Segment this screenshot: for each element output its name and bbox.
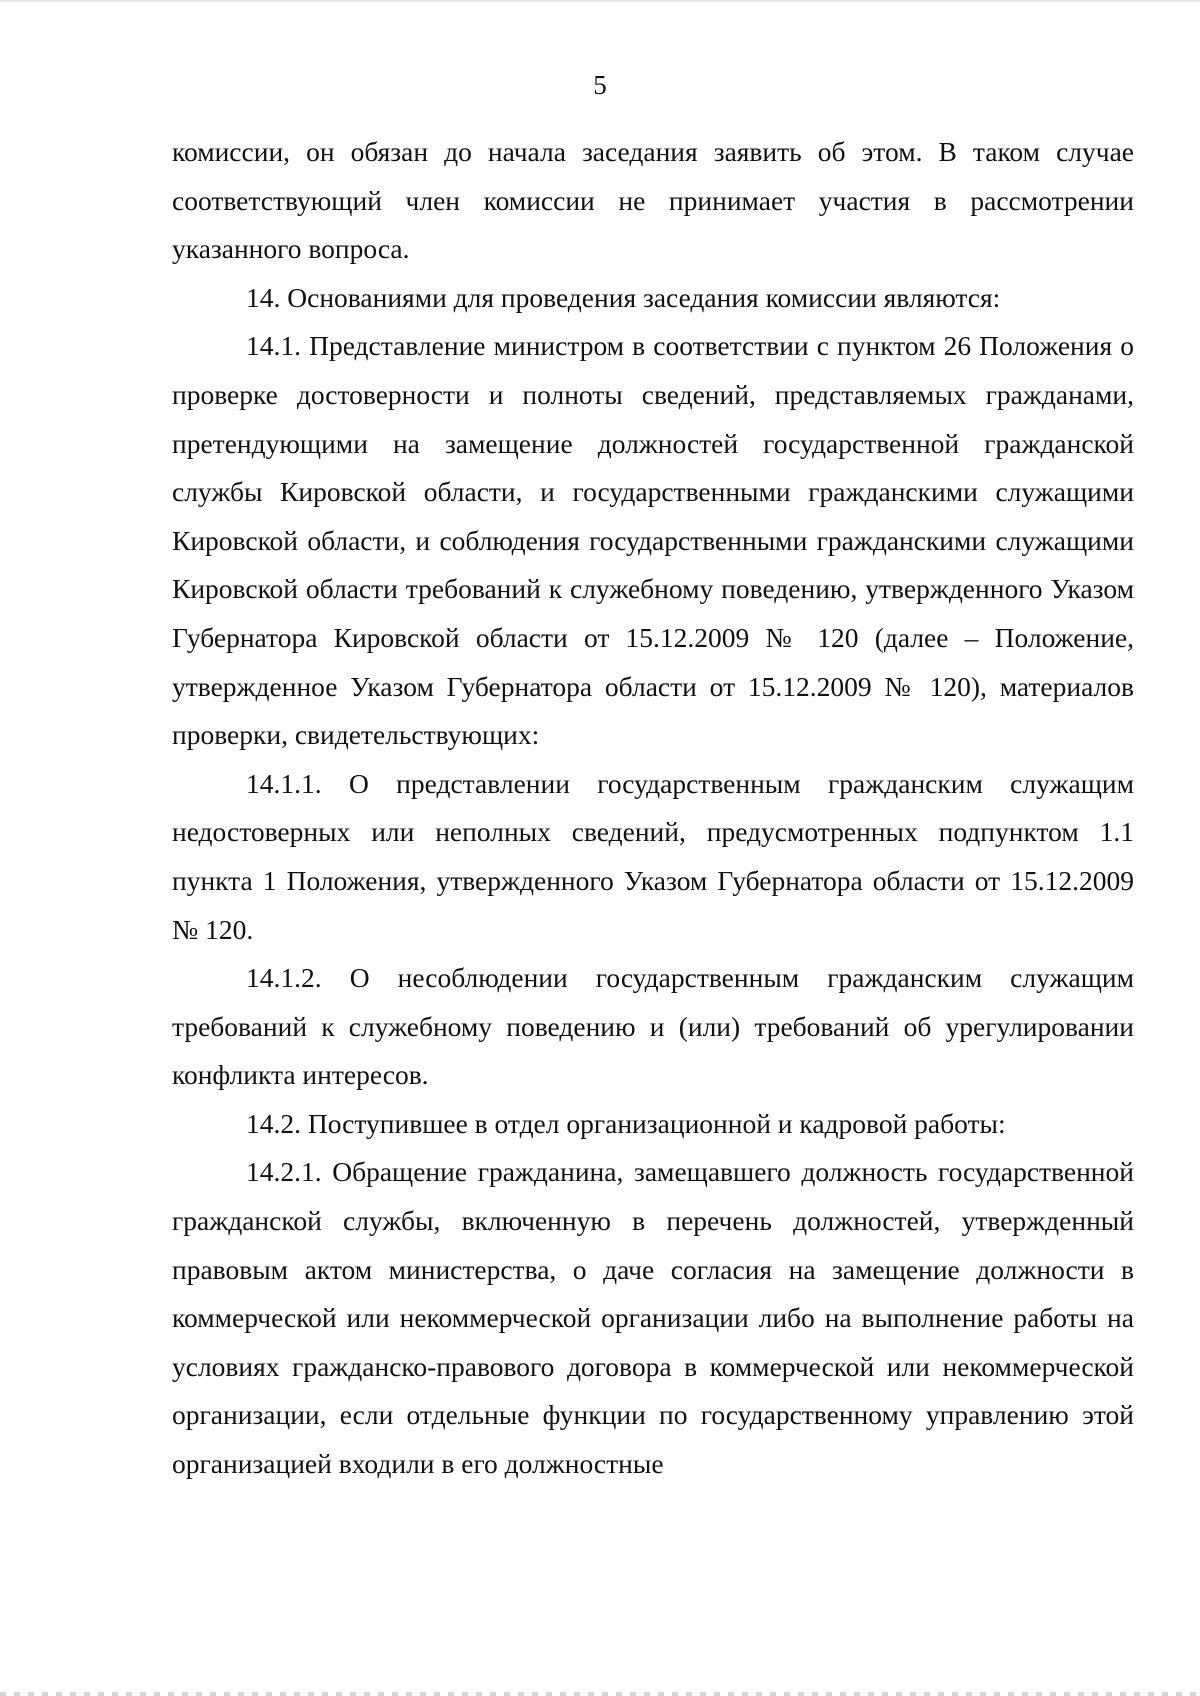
paragraph-continuation: комиссии, он обязан до начала заседания заявить об этом. В таком случае соответствующий член комиссии не принимает участия в рассмотрении указанного вопроса. xyxy=(172,136,1134,265)
paragraph-14-2: 14.2. Поступившее в отдел организационной и кадровой работы: xyxy=(246,1107,1006,1139)
page-number: 5 xyxy=(593,70,607,100)
paragraph-14-1: 14.1. Представление министром в соответствии с пунктом 26 Положения о проверке достоверности и полноты сведений, представляемых гражданами, претендующими на замещение должностей государственной гражданской службы Кировской области, и государственными гражданскими служащими Кировской области, и соблюдения государственными гражданскими служащими Кировской области требований к служебному поведению, утвержденного Указом Губернатора Кировской области от 15.12.2009 № 120 (далее – Положение, утвержденное Указом Губернатора области от 15.12.2009 № 120), материалов проверки, свидетельствующих: xyxy=(172,330,1134,751)
document-body xyxy=(172,128,1134,1489)
paragraph-14: 14. Основаниями для проведения заседания комиссии являются: xyxy=(246,281,1001,313)
scan-edge-top xyxy=(0,0,1200,3)
paragraph-14-1-2: 14.1.2. О несоблюдении государственным гражданским служащим требований к служебному поведению и (или) требований об урегулировании конфликта интересов. xyxy=(172,962,1134,1091)
paragraph-14-1-1: 14.1.1. О представлении государственным гражданским служащим недостоверных или неполных сведений, предусмотренных подпунктом 1.1 пункта 1 Положения, утвержденного Указом Губернатора области от 15.12.2009 № 120. xyxy=(172,767,1134,945)
paragraph-14-2-1: 14.2.1. Обращение гражданина, замещавшего должность государственной гражданской службы, включенную в перечень должностей, утвержденный правовым актом министерства, о даче согласия на замещение должности в коммерческой или некоммерческой организации либо на выполнение работы на условиях гражданско-правового договора в коммерческой или некоммерческой организации, если отдельные функции по государственному управлению этой организацией входили в его должностные xyxy=(172,1156,1134,1480)
scan-edge-bottom xyxy=(0,1692,1200,1696)
